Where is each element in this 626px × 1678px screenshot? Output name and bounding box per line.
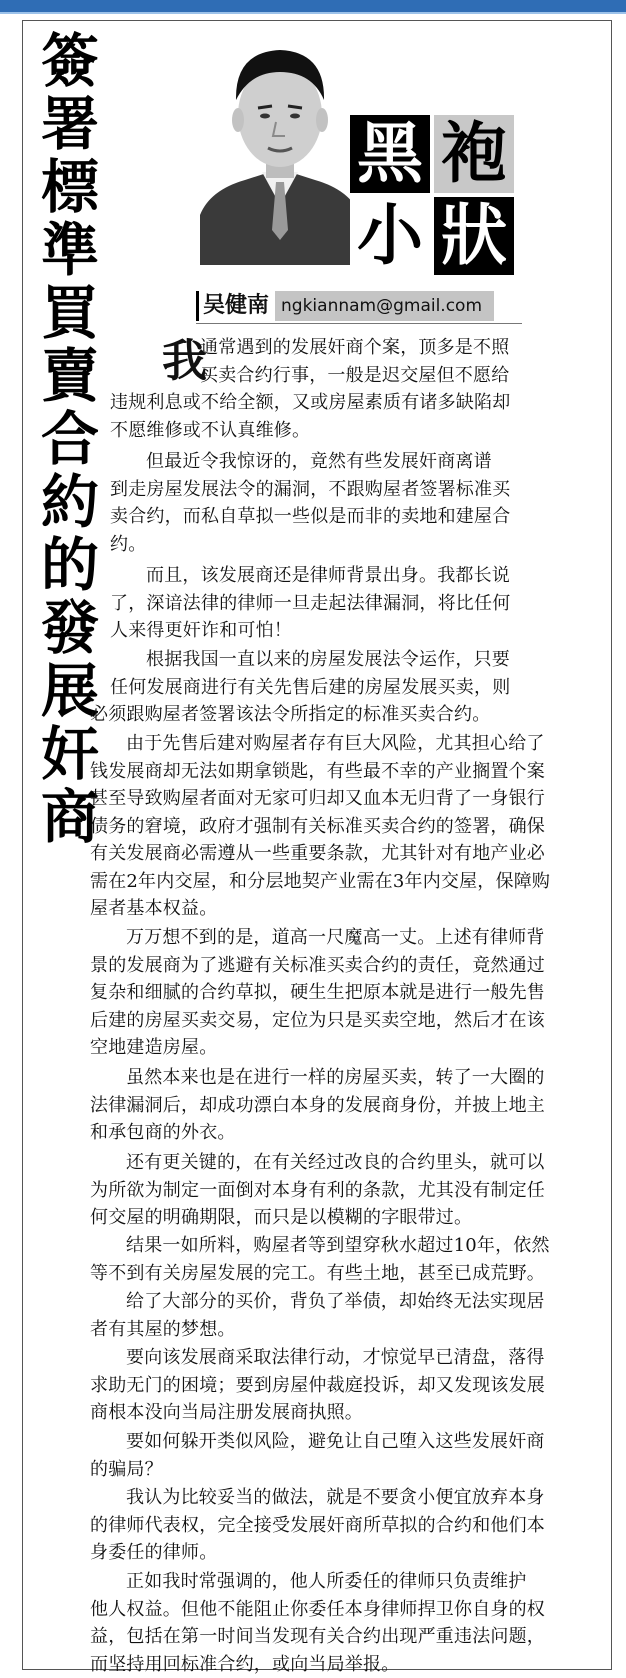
byline-divider: [196, 323, 522, 324]
paragraph-14: 正如我时常强调的，他人所委任的律师只负责维护 他人权益。但他不能阻止你委任本身律师捍卫你自身的权 益，包括在第一时间当发现有关合约出现严重违法问题， 而坚持用回标准合约，或向当局举报。: [90, 1571, 545, 1675]
paragraph-8: 还有更关键的，在有关经过改良的合约里头，就可以 为所欲为制定一面倒对本身有利的条款，尤其没有制定任 何交屋的明确期限，而只是以模糊的字眼带过。: [90, 1152, 545, 1228]
paragraph-4: 根据我国一直以来的房屋发展法令运作，只要 任何发展商进行有关先售后建的房屋发展买卖，则 必须跟购屋者签署该法令所指定的标准买卖合约。: [90, 649, 511, 725]
paragraph-13: 我认为比较妥当的做法，就是不要贪小便宜放弃本身 的律师代表权，完全接受发展奸商所草拟的合约和他们本 身委任的律师。: [90, 1487, 545, 1563]
author-name: 吴健南: [196, 291, 275, 321]
paragraph-6: 万万想不到的是，道高一尺魔高一丈。上述有律师背 景的发展商为了逃避有关标准买卖合约的责任，竟然通过 复杂和细腻的合约草拟，硬生生把原本就是进行一般先售 后建的房屋买卖交易，定位为只是买卖空地，然后才在该 空地建造房屋。: [90, 927, 545, 1058]
logo-char-1: 黑: [350, 115, 430, 193]
author-email: ngkiannam@gmail.com: [275, 291, 494, 321]
byline: [196, 291, 494, 321]
logo-char-3: 小: [350, 197, 430, 275]
paragraph-10: 给了大部分的买价，背负了举债，却始终无法实现居 者有其屋的梦想。: [90, 1291, 545, 1340]
logo-char-2: 袍: [434, 115, 514, 193]
paragraph-7: 虽然本来也是在进行一样的房屋买卖，转了一大圈的 法律漏洞后，却成功漂白本身的发展商身份，并披上地主 和承包商的外衣。: [90, 1067, 545, 1143]
author-portrait: [200, 30, 360, 265]
top-color-bar: [0, 0, 626, 14]
paragraph-11: 要向该发展商采取法律行动，才惊觉早已清盘，落得 求助无门的困境；要到房屋仲裁庭投诉，却又发现该发展 商根本没向当局注册发展商执照。: [90, 1347, 545, 1423]
column-logo: [350, 115, 520, 280]
paragraph-1: 通常遇到的发展奸商个案，顶多是不照 买卖合约行事，一般是迟交屋但不愿给 违规利息或不给全额，又或房屋素质有诸多缺陷却 不愿维修或不认真维修。: [110, 337, 511, 441]
paragraph-3: 而且，该发展商还是律师背景出身。我都长说 了，深谙法律的律师一旦走起法律漏洞，将比任何 人来得更奸诈和可怕！: [110, 565, 511, 641]
headline-vertical: 簽 署 標 準 買 賣 合 約 的 發 展 奸 商: [40, 27, 99, 851]
paragraph-2: 但最近令我惊讶的，竟然有些发展奸商离谱 到走房屋发展法令的漏洞，不跟购屋者签署标准买 卖合约，而私自草拟一些似是而非的卖地和建屋合 约。: [110, 451, 511, 555]
paragraph-5: 由于先售后建对购屋者存有巨大风险，尤其担心给了 钱发展商却无法如期拿锁匙，有些最不幸的产业搁置个案 甚至导致购屋者面对无家可归却又血本无归背了一身银行 债务的窘境，政府才强制有关标准买卖合约的签署，确保 有关发展商必需遵从一些重要条款，尤其针对有地产业必 需在2年内交屋，和分层地契产业需在3年内交屋，保障购 屋者基本权益。: [90, 733, 551, 919]
drop-cap: 我: [162, 334, 208, 387]
paragraph-12: 要如何躲开类似风险，避免让自己堕入这些发展奸商 的骗局？: [90, 1431, 545, 1480]
logo-char-4: 狀: [434, 197, 514, 275]
paragraph-9: 结果一如所料，购屋者等到望穿秋水超过10年，依然 等不到有关房屋发展的完工。有些土地，甚至已成荒野。: [90, 1235, 550, 1284]
